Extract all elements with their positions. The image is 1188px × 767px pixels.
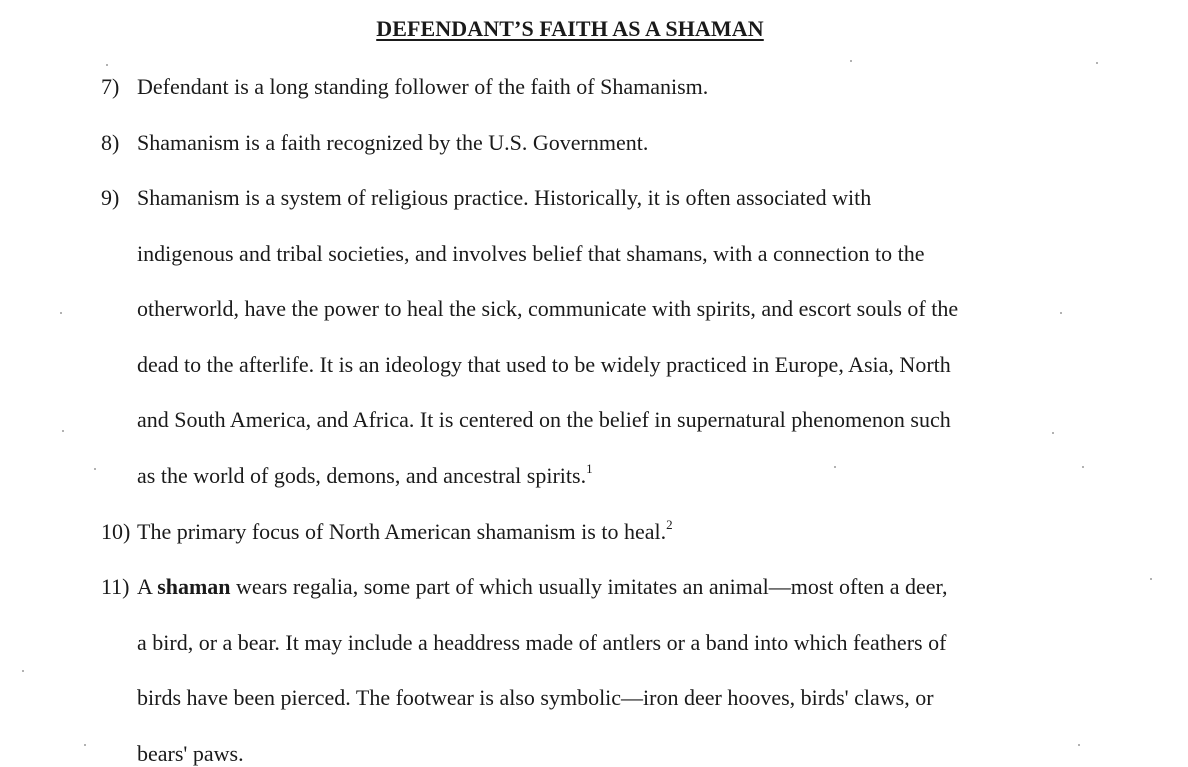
scan-speck: [834, 466, 836, 468]
scan-speck: [84, 744, 86, 746]
item-text: a bird, or a bear. It may include a headdress made of antlers or a band into which feathers of: [137, 630, 947, 655]
scan-speck: [850, 60, 852, 62]
item-number: 10): [101, 519, 131, 544]
bold-term: shaman: [157, 574, 231, 599]
item-text: The primary focus of North American shamanism is to heal.$^2$: [137, 516, 673, 544]
scan-speck: [94, 468, 96, 470]
item-number: 9): [101, 185, 120, 210]
item-number: 8): [101, 130, 120, 155]
scan-speck: [1096, 62, 1098, 64]
section-heading: DEFENDANT’S FAITH AS A SHAMAN: [376, 16, 764, 41]
footnote-marker: 2: [666, 516, 673, 532]
item-text: Shamanism is a faith recognized by the U.S. Government.: [137, 130, 649, 155]
item-text: otherworld, have the power to heal the sick, communicate with spirits, and escort souls of the: [137, 296, 959, 321]
item-text: and South America, and Africa. It is centered on the belief in supernatural phenomenon such: [137, 407, 951, 432]
footnote-marker: 1: [586, 460, 593, 476]
scan-speck: [62, 430, 64, 432]
scan-speck: [1150, 578, 1152, 580]
item-text: birds have been pierced. The footwear is also symbolic—iron deer hooves, birds' claws, or: [137, 685, 934, 710]
scan-speck: [1052, 432, 1054, 434]
item-text: indigenous and tribal societies, and involves belief that shamans, with a connection to the: [137, 241, 925, 266]
item-text: A shaman wears regalia, some part of which usually imitates an animal—most often a deer,: [137, 574, 948, 599]
item-text: Shamanism is a system of religious practice. Historically, it is often associated with: [137, 185, 872, 210]
item-number: 7): [101, 74, 120, 99]
scan-speck: [1082, 466, 1084, 468]
item-text: dead to the afterlife. It is an ideology that used to be widely practiced in Europe, Asia, North: [137, 352, 951, 377]
item-text: bears' paws.: [137, 741, 244, 766]
scan-speck: [60, 312, 62, 314]
scan-speck: [1060, 312, 1062, 314]
scan-speck: [22, 670, 24, 672]
item-number: 11): [101, 574, 130, 599]
scan-speck: [1078, 744, 1080, 746]
item-text: as the world of gods, demons, and ancestral spirits.$^1$: [137, 460, 593, 488]
scan-speck: [106, 64, 108, 66]
item-text: Defendant is a long standing follower of the faith of Shamanism.: [137, 74, 709, 99]
